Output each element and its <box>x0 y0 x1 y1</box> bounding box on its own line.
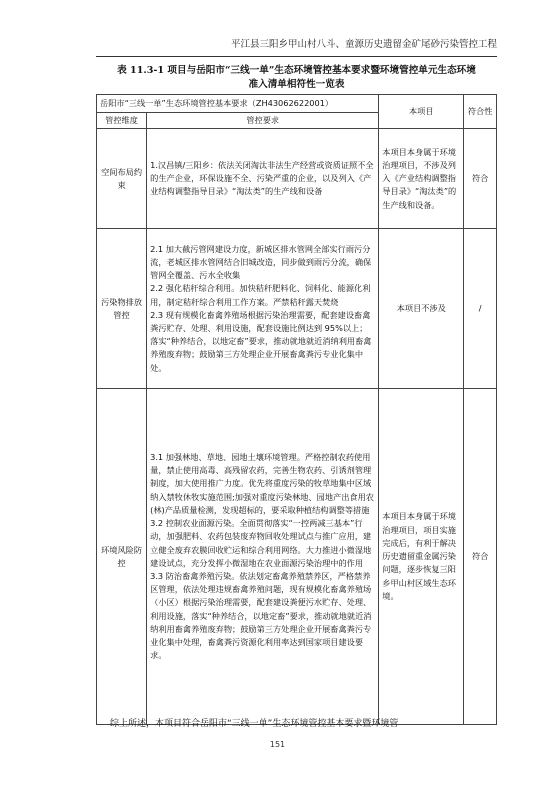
requirement-cell <box>147 129 379 229</box>
caption-line-1: 表 11.3-1 项目与岳阳市“三线一单”生态环境管控基本要求暨环境管控单元生态环境 <box>117 65 476 76</box>
conformity-cell: 符合 <box>464 389 497 725</box>
requirement-paragraph: 2.2 强化秸秆综合利用。加快秸秆肥料化、饲料化、能源化利用，制定秸秆综合利用工作方案。严禁秸秆露天焚烧 <box>150 283 371 307</box>
table-row <box>97 129 497 229</box>
table-row <box>97 389 497 725</box>
requirement-cell <box>147 229 379 389</box>
column-header-project: 本项目 <box>379 95 464 129</box>
conclusion-text: 综上所述，本项目符合岳阳市“三线一单”生态环境管控基本要求暨环境管 <box>110 719 399 729</box>
project-cell: 本项目本身属于环境治理项目，不涉及列入《产业结构调整指导目录》“淘汰类”的生产线和设备。 <box>379 129 464 229</box>
requirement-paragraph: 3.1 加强林地、草地、园地土壤环境管理。严格控制农药使用量，禁止使用高毒、高残留农药，完善生物农药、引诱剂管理制度，加大使用推广力度。优先将重度污染的牧草地集中区域纳入禁牧休牧实施范围;加强对重度污染林地、园地产出食用农(林)产品质量检测，发现超标的，要采取种植结构调整等措施 <box>150 452 374 515</box>
requirement-paragraph: 3.3 防治畜禽养殖污染。依法划定畜禽养殖禁养区，严格禁养区管理，依法处理违规畜禽养殖问题，现有规模化畜禽养殖场（小区）根据污染治理需要，配套建设粪便污水贮存、处理、利用设施，落实“种养结合，以地定畜”要求，推动就地就近消纳利用畜禽养殖废弃物；鼓励第三方处理企业开展畜禽粪污专业化集中处理，畜禽粪污资源化利用率达到国家项目建设要求。 <box>150 570 372 661</box>
conformity-cell: 符合 <box>464 129 497 229</box>
caption-line-2: 准入清单相符性一览表 <box>248 79 345 90</box>
project-cell: 本项目不涉及 <box>379 229 464 389</box>
requirement-paragraph: 2.1 加大截污管网建设力度，新城区排水管网全部实行雨污分流，老城区排水管网结合旧城改造，同步做到雨污分流，确保管网全覆盖、污水全收集 <box>150 243 372 281</box>
dimension-cell: 环境风险防控 <box>97 389 147 725</box>
project-cell: 本项目本身属于环境治理项目，项目实施完成后，有利于解决历史遗留重金属污染问题，逐步恢复三阳乡甲山村区域生态环境。 <box>379 389 464 725</box>
requirement-cell <box>147 389 379 725</box>
requirement-paragraph: 2.3 现有规模化畜禽养殖场根据污染治理需要，配套建设畜禽粪污贮存、处理、利用设施，配套设施比例达到 95%以上；落实“种养结合，以地定畜”要求，推动就地就近消纳利用畜禽养殖废弃物；鼓励第三方处理企业开展畜禽粪污专业化集中处。 <box>150 309 372 373</box>
conformity-cell: / <box>464 229 497 389</box>
column-header-conformity: 符合性 <box>464 95 497 129</box>
table-top-header: 岳阳市“三线一单”生态环境管控基本要求（ZH43062622001） <box>97 95 379 113</box>
table-row <box>97 229 497 389</box>
page-header: 平江县三阳乡甲山村八斗、童源历史遗留金矿尾砂污染管控工程 <box>96 34 497 57</box>
page-number: 151 <box>269 740 286 749</box>
requirement-paragraph: 1.汉昌镇/三阳乡：依法关闭淘汰非法生产经营或资质证照不全的生产企业，环保设施不全、污染严重的企业，以及列入《产业结构调整指导目录》“淘汰类”的生产线和设备 <box>150 159 374 197</box>
conformity-table <box>96 94 497 725</box>
dimension-cell: 污染物排放管控 <box>97 229 147 389</box>
table-caption <box>96 64 497 92</box>
dimension-cell: 空间布局约束 <box>97 129 147 229</box>
requirement-paragraph: 3.2 控制农业面源污染。全面贯彻落实“一控两减三基本”行动，加强肥料、农药包装废弃物回收处理试点与推广应用，建立健全废弃农膜回收贮运和综合利用网络。大力推进小微湿地建设试点，充分发挥小微湿地在农业面源污染治理中的作用 <box>150 518 372 568</box>
column-header-dimension: 管控维度 <box>97 113 147 129</box>
column-header-requirement: 管控要求 <box>147 113 379 129</box>
